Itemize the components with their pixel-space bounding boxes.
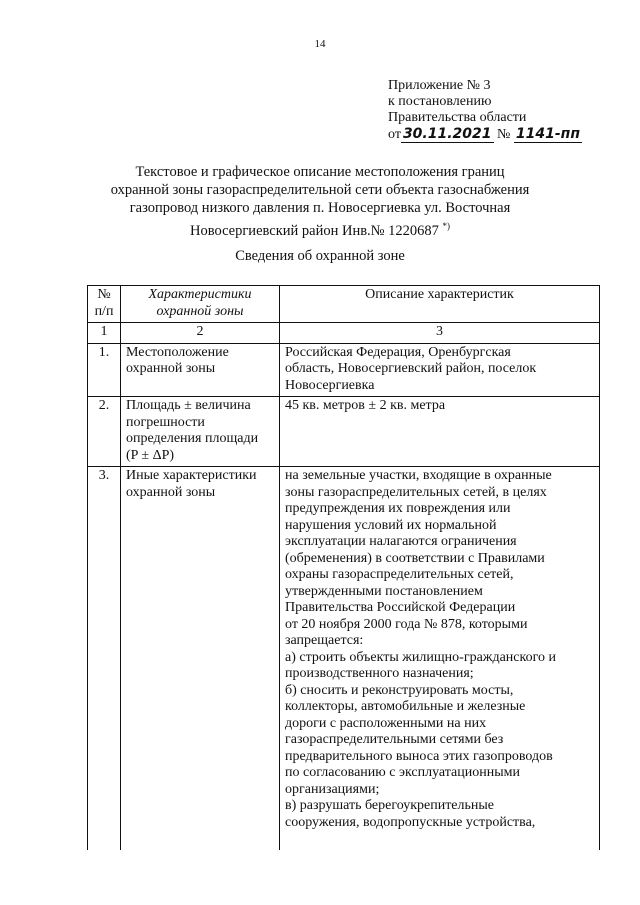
char-line: охранной зоны <box>126 361 216 376</box>
title-line-2: охранной зоны газораспределительной сети объекта газоснабжения <box>110 182 530 198</box>
desc-line: по согласованию с эксплуатационными <box>285 765 520 780</box>
row-description <box>280 467 600 851</box>
desc-line: предварительного выноса этих газопроводов <box>285 748 553 764</box>
desc-line: в) разрушать берегоукрепительные <box>285 798 495 813</box>
desc-line: запрещается: <box>285 633 364 648</box>
header-description: Описание характеристик <box>280 286 600 323</box>
row-description <box>280 343 600 397</box>
desc-line: зоны газораспределительных сетей, в целях <box>285 484 547 500</box>
desc-line: а) строить объекты жилищно-гражданского и <box>285 649 556 665</box>
footnote-mark: *) <box>442 221 451 231</box>
desc-line: производственного назначения; <box>285 666 474 681</box>
header-char-line-1: Характеристики <box>148 287 252 302</box>
char-line: погрешности <box>126 414 205 430</box>
row-number: 1. <box>88 343 121 397</box>
row-description <box>280 397 600 467</box>
col-number-1: 1 <box>88 323 121 344</box>
header-number-line-2: п/п <box>94 303 114 319</box>
appendix-line-4 <box>388 126 582 143</box>
desc-line: утвержденными постановлением <box>285 583 483 599</box>
desc-line: нарушения условий их нормальной <box>285 517 497 533</box>
title-line-4-wrap <box>100 217 540 240</box>
title-line-3: газопровод низкого давления п. Новосергиевка ул. Восточная <box>129 200 511 216</box>
desc-line: организациями; <box>285 781 380 797</box>
table-row <box>88 343 600 397</box>
row-characteristic <box>121 343 280 397</box>
table-row <box>88 397 600 467</box>
protection-zone-table <box>87 285 600 850</box>
appendix-block <box>388 78 582 143</box>
number-label: № <box>497 127 511 142</box>
title-line-4: Новосергиевский район Инв.№ 1220687 <box>189 222 439 239</box>
header-char-line-2: охранной зоны <box>156 303 244 319</box>
row-characteristic <box>121 467 280 851</box>
header-number-line-1: № <box>97 287 111 302</box>
desc-line: сооружения, водопропускные устройства, <box>285 814 536 830</box>
col-number-2: 2 <box>121 323 280 344</box>
from-label: от <box>388 127 401 142</box>
handwritten-date: 30.11.2021 <box>402 126 492 142</box>
row-number: 2. <box>88 397 121 467</box>
char-line: Местоположение <box>126 344 229 360</box>
desc-line: Российская Федерация, Оренбургская <box>285 344 511 360</box>
section-subtitle: Сведения об охранной зоне <box>235 248 405 264</box>
desc-line: эксплуатации налагаются ограничения <box>285 534 517 549</box>
desc-line: газораспределительными сетями без <box>285 732 504 747</box>
desc-line: охраны газораспределительных сетей, <box>285 567 514 582</box>
col-number-3: 3 <box>280 323 600 344</box>
char-line: охранной зоны <box>126 484 216 500</box>
char-line: Иные характеристики <box>126 468 257 483</box>
desc-line: (обременения) в соответствии с Правилами <box>285 550 545 566</box>
table-header-row <box>88 286 600 323</box>
char-line: Площадь ± величина <box>126 398 251 413</box>
desc-line: Правительства Российской Федерации <box>285 600 516 615</box>
page-number: 14 <box>314 38 326 50</box>
desc-line: коллекторы, автомобильные и железные <box>285 699 526 714</box>
desc-line: от 20 ноября 2000 года № 878, которыми <box>285 616 528 632</box>
desc-line: б) сносить и реконструировать мосты, <box>285 682 514 698</box>
desc-line: область, Новосергиевский район, поселок <box>285 361 537 376</box>
appendix-line-1: Приложение № 3 <box>388 78 491 93</box>
title-line-1: Текстовое и графическое описание местоположения границ <box>135 164 505 180</box>
desc-line: предупреждения их повреждения или <box>285 501 511 516</box>
char-line: определения площади <box>126 431 259 446</box>
desc-line: 45 кв. метров ± 2 кв. метра <box>285 398 446 413</box>
header-characteristics <box>121 286 280 323</box>
row-number: 3. <box>88 467 121 851</box>
table-row <box>88 467 600 851</box>
column-number-row <box>88 323 600 344</box>
char-line: (P ± ΔP) <box>126 447 175 463</box>
appendix-line-2: к постановлению <box>388 94 492 109</box>
desc-line: Новосергиевка <box>285 377 375 393</box>
desc-line: на земельные участки, входящие в охранные <box>285 468 552 483</box>
desc-line: дороги с расположенными на них <box>285 715 487 731</box>
handwritten-number: 1141-пп <box>515 126 580 142</box>
header-number <box>88 286 121 323</box>
appendix-line-3: Правительства области <box>388 110 527 125</box>
document-title <box>100 163 540 240</box>
row-characteristic <box>121 397 280 467</box>
